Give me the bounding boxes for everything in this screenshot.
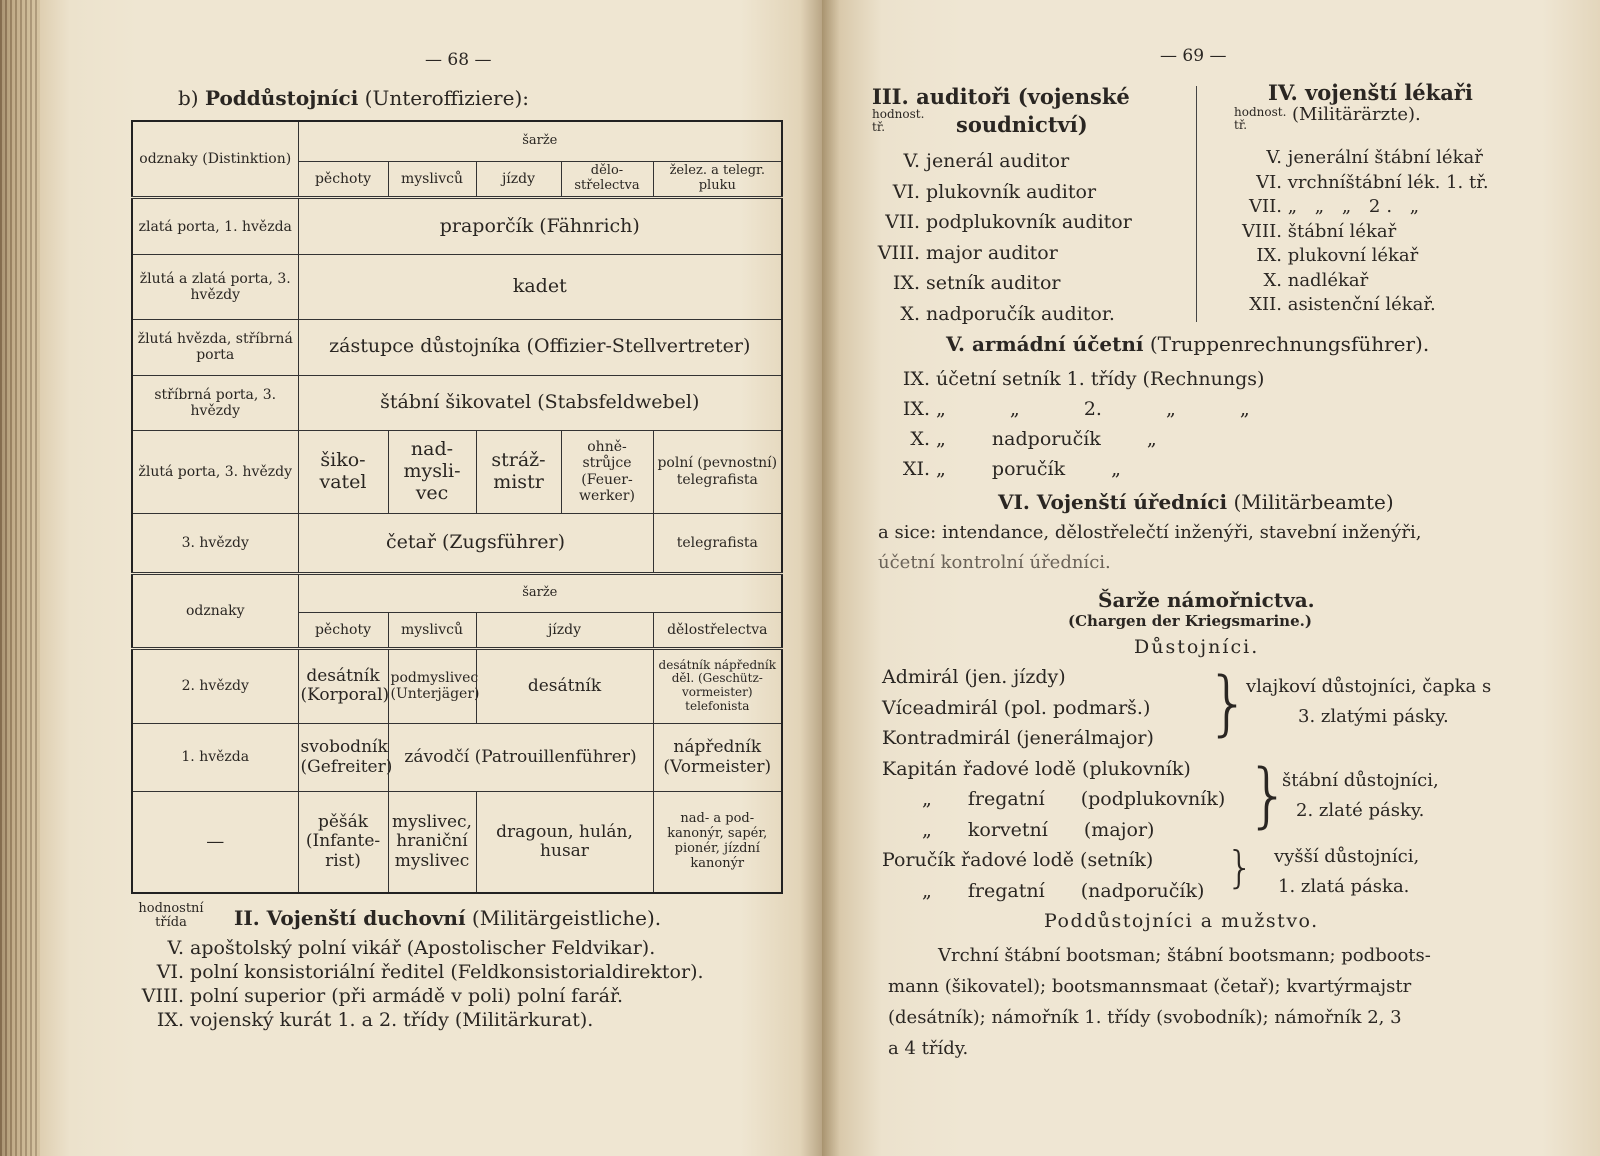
insignia-cell: 3. hvězdy <box>132 513 298 574</box>
list-item: VIII. major auditor <box>877 241 1058 264</box>
brace-icon: } <box>1246 754 1291 836</box>
sec4-label: hodnost. tř. <box>1234 105 1287 132</box>
sec5-heading <box>946 332 1429 356</box>
page-number-right: — 69 — <box>1160 46 1227 66</box>
list-item: IX. setník auditor <box>892 272 1061 294</box>
rank-cell: svobodník (Gefreiter) <box>298 723 388 792</box>
section2-rest: (Militärgeistliche). <box>471 906 662 930</box>
col-header: myslivců <box>388 612 476 648</box>
table-header-sarze: šarže <box>298 574 782 612</box>
list-item: Víceadmirál (pol. podmarš.) <box>882 696 1151 719</box>
list-item: X. „ nadporučík „ <box>910 428 1157 450</box>
higher-note2: 1. zlatá páska. <box>1278 876 1410 897</box>
rank-cell: podmyslivec (Unterjäger) <box>388 648 476 723</box>
list-item: XII. asistenční lékař. <box>1249 294 1436 315</box>
navy-subtitle: (Chargen der Kriegsmarine.) <box>1068 612 1312 630</box>
rank-cell: zástupce důstojníka (Offizier-Stellvertreter) <box>298 319 782 376</box>
nco-paragraph <box>888 940 1431 1064</box>
list-item: VI. polní konsistoriální ředitel (Feldkonsistorialdirektor). <box>156 961 704 983</box>
section2-bold: II. Vojenští duchovní <box>234 906 466 930</box>
list-item: „ fregatní (podplukovník) <box>922 788 1226 810</box>
sec5-list <box>882 364 1264 484</box>
list-item: X. nadlékař <box>1263 269 1369 291</box>
insignia-cell: žlutá porta, 3. hvězdy <box>132 430 298 513</box>
sec6-heading <box>998 490 1394 514</box>
rank-class-label: hodnostní třída <box>138 901 204 930</box>
table-header-insignia: odznaky (Distinktion) <box>132 121 298 198</box>
col-header: jízdy <box>476 161 561 197</box>
rank-cell: štábní šikovatel (Stabsfeldwebel) <box>298 376 782 431</box>
list-item: IX. plukovní lékař <box>1256 245 1419 266</box>
page-edges <box>0 0 40 1156</box>
nco-title: Poddůstojníci a mužstvo. <box>1044 910 1319 932</box>
rank-cell: pěšák (Infante-rist) <box>298 792 388 893</box>
insignia-cell: — <box>132 792 298 893</box>
list-item: XI. „ poručík „ <box>902 458 1121 480</box>
rank-cell: myslivec, hraniční myslivec <box>388 792 476 893</box>
staff-note2: 2. zlaté pásky. <box>1296 800 1425 821</box>
rank-cell: kadet <box>298 254 782 319</box>
list-item: Poručík řadové lodě (setník) <box>882 849 1154 871</box>
heading-bold: Poddůstojníci <box>204 86 359 110</box>
rank-cell: dragoun, hulán, husar <box>476 792 653 893</box>
sec5-rest: (Truppenrechnungsführer). <box>1149 332 1430 356</box>
paragraph-line: (desátník); námořník 1. třídy (svobodník); námořník 2, 3 <box>888 1007 1402 1028</box>
list-item: „ fregatní (nadporučík) <box>922 879 1205 902</box>
sec6-rest: (Militärbeamte) <box>1233 490 1394 514</box>
section2-list <box>126 936 704 1032</box>
rank-cell: ohně-strůjce (Feuer-werker) <box>561 430 653 513</box>
sec3-label: hodnost. tř. <box>872 107 925 134</box>
list-item: Kontradmirál (jenerálmajor) <box>882 727 1154 749</box>
section-heading <box>178 86 529 110</box>
sec3-title1: III. auditoři (vojenské <box>872 84 1130 109</box>
staff-note1: štábní důstojníci, <box>1282 770 1439 791</box>
brace-icon: } <box>1206 662 1251 744</box>
rank-cell: četař (Zugsführer) <box>298 513 653 574</box>
col-header: pěchoty <box>298 161 388 197</box>
insignia-cell: stříbrná porta, 3. hvězdy <box>132 376 298 431</box>
rank-cell: šiko-vatel <box>298 430 388 513</box>
sec6-bold: VI. Vojenští úředníci <box>998 490 1228 514</box>
nco-table <box>131 120 783 894</box>
sec3-title2: soudnictví) <box>956 112 1088 137</box>
list-item: „ korvetní (major) <box>922 818 1155 841</box>
list-item: VI. plukovník auditor <box>892 180 1097 203</box>
rank-cell: nad-mysli-vec <box>388 430 476 513</box>
section2-heading <box>234 906 661 930</box>
officers-list <box>882 662 1225 906</box>
list-item: V. jenerální štábní lékař <box>1266 147 1483 168</box>
officers-title: Důstojníci. <box>1134 636 1260 658</box>
flag-note1: vlajkoví důstojníci, čapka s <box>1246 676 1492 697</box>
paragraph-line: mann (šikovatel); bootsmannsmaat (četař); kvartýrmajstr <box>888 976 1412 997</box>
col-header: jízdy <box>476 612 653 648</box>
rank-cell: telegrafista <box>653 513 782 574</box>
higher-note1: vyšší důstojníci, <box>1274 846 1420 867</box>
rank-cell: desátník nápředník děl. (Geschütz-vormeister) telefonista <box>653 648 782 723</box>
heading-prefix: b) <box>178 86 199 110</box>
heading-rest: (Unteroffiziere): <box>364 86 529 110</box>
list-item: VIII. polní superior (při armádě v poli) polní farář. <box>141 985 623 1007</box>
sec6-line2: účetní kontrolní úředníci. <box>878 552 1111 573</box>
sec4-list <box>1230 146 1489 318</box>
list-item: VII. „ „ „ 2. „ <box>1249 196 1426 217</box>
list-item: IX. vojenský kurát 1. a 2. třídy (Militärkurat). <box>156 1009 594 1031</box>
list-item: Kapitán řadové lodě (plukovník) <box>882 757 1191 780</box>
navy-title: Šarže námořnictva. <box>1098 588 1315 612</box>
paragraph-line: a 4 třídy. <box>888 1038 969 1059</box>
flag-note2: 3. zlatými pásky. <box>1298 706 1449 727</box>
brace-icon: } <box>1226 842 1254 893</box>
sec4-title: IV. vojenští lékaři <box>1268 80 1473 105</box>
rank-cell: nápředník (Vormeister) <box>653 723 782 792</box>
rank-cell: stráž-mistr <box>476 430 561 513</box>
col-header: pěchoty <box>298 612 388 648</box>
sec6-line1: a sice: intendance, dělostřelečtí inženýři, stavební inženýři, <box>878 522 1422 543</box>
list-item: V. jenerál auditor <box>903 150 1070 172</box>
insignia-cell: zlatá porta, 1. hvězda <box>132 198 298 255</box>
paragraph-line: Vrchní štábní bootsman; štábní bootsmann; podboots- <box>938 945 1431 966</box>
col-header: dělo-střelectva <box>561 161 653 197</box>
sec4-sub: (Militärärzte). <box>1292 104 1421 125</box>
rank-cell: nad- a pod-kanonýr, sapér, pionér, jízdní kanonýr <box>653 792 782 893</box>
rank-cell: desátník <box>476 648 653 723</box>
col-header: želez. a telegr. pluku <box>653 161 782 197</box>
table-header-insignia: odznaky <box>132 574 298 649</box>
list-item: X. nadporučík auditor. <box>900 302 1115 325</box>
page-number-left: — 68 — <box>425 50 492 70</box>
insignia-cell: žlutá a zlatá porta, 3. hvězdy <box>132 254 298 319</box>
col-header: myslivců <box>388 161 476 197</box>
rank-cell: praporčík (Fähnrich) <box>298 198 782 255</box>
insignia-cell: 2. hvězdy <box>132 648 298 723</box>
list-item: VIII. štábní lékař <box>1241 220 1397 242</box>
column-divider <box>1196 86 1197 322</box>
rank-cell: polní (pevnostní) telegrafista <box>653 430 782 513</box>
insignia-cell: žlutá hvězda, stříbrná porta <box>132 319 298 376</box>
sec3-list <box>872 146 1132 329</box>
list-item: Admirál (jen. jízdy) <box>882 666 1066 688</box>
list-item: VII. podplukovník auditor <box>885 211 1132 233</box>
sec5-bold: V. armádní účetní <box>946 332 1144 356</box>
table-header-sarze: šarže <box>298 121 782 161</box>
right-page <box>822 0 1600 1156</box>
insignia-cell: 1. hvězda <box>132 723 298 792</box>
list-item: V. apoštolský polní vikář (Apostolischer Feldvikar). <box>167 937 656 959</box>
rank-cell: závodčí (Patrouillenführer) <box>388 723 653 792</box>
list-item: VI. vrchníštábní lék. 1. tř. <box>1256 171 1489 193</box>
rank-cell: desátník (Korporal) <box>298 648 388 723</box>
list-item: IX. „ „ 2. „ „ <box>902 398 1250 420</box>
col-header: dělostřelectva <box>653 612 782 648</box>
list-item: IX. účetní setník 1. třídy (Rechnungs) <box>902 368 1265 390</box>
